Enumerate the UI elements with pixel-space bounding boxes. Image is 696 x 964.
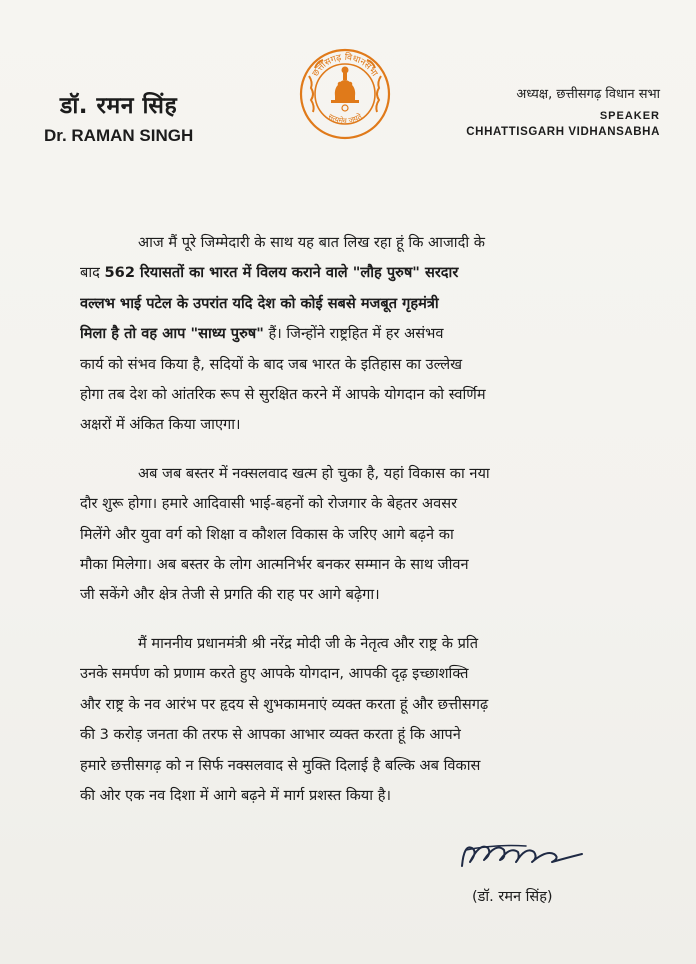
lion-capital-icon <box>331 67 359 104</box>
text-line: हमारे छत्तीसगढ़ को न सिर्फ नक्सलवाद से मुक्ति दिलाई है बल्कि अब विकास <box>80 756 481 774</box>
sender-block <box>44 88 193 146</box>
paragraph-2 <box>80 459 664 611</box>
emblem-top-text: छत्तीसगढ़ विधानसभा <box>310 52 380 79</box>
text-span: हैं। जिन्होंने राष्ट्रहित में हर असंभव <box>263 325 444 343</box>
vidhansabha-emblem <box>297 42 393 146</box>
emblem-bottom-text: सत्यमेव जयते <box>326 111 364 126</box>
text-line <box>80 289 664 319</box>
designation-vidhansabha: CHHATTISGARH VIDHANSABHA <box>466 126 660 138</box>
designation-block <box>466 84 660 138</box>
text-span: बाद <box>80 264 105 282</box>
bold-text-span: 562 रियासतों का भारत में विलय कराने वाले "लौह पुरुष" सरदार <box>104 264 459 282</box>
signatory-name: (डॉ. रमन सिंह) <box>472 889 553 905</box>
bold-text-span: वल्लभ भाई पटेल के उपरांत यदि देश को कोई सबसे मजबूत गृहमंत्री <box>80 294 439 312</box>
handwritten-signature <box>456 836 626 884</box>
bold-text-span: मिला है तो वह आप "साध्य पुरुष" <box>80 325 264 343</box>
text-line: की 3 करोड़ जनता की तरफ से आपका आभार व्यक्त करता हूं कि आपने <box>80 726 461 744</box>
text-line <box>80 319 664 349</box>
text-line: उनके समर्पण को प्रणाम करते हुए आपके योगदान, आपकी दृढ़ इच्छाशक्ति <box>80 665 469 683</box>
text-line: मिलेंगे और युवा वर्ग को शिक्षा व कौशल विकास के जरिए आगे बढ़ने का <box>80 525 454 543</box>
text-line: मैं माननीय प्रधानमंत्री श्री नरेंद्र मोदी जी के नेतृत्व और राष्ट्र के प्रति <box>138 634 479 652</box>
text-line: दौर शुरू होगा। हमारे आदिवासी भाई-बहनों को रोजगार के बेहतर अवसर <box>80 495 458 513</box>
text-line: अक्षरों में अंकित किया जाएगा। <box>80 416 241 434</box>
text-line: होगा तब देश को आंतरिक रूप से सुरक्षित करने में आपके योगदान को स्वर्णिम <box>80 386 486 404</box>
text-line <box>80 258 664 288</box>
text-line: की ओर एक नव दिशा में आगे बढ़ने में मार्ग प्रशस्त किया है। <box>80 786 391 804</box>
text-line: आज मैं पूरे जिम्मेदारी के साथ यह बात लिख रहा हूं कि आजादी के <box>138 234 485 251</box>
chakra-icon <box>342 105 348 111</box>
text-line: अब जब बस्तर में नक्सलवाद खत्म हो चुका है, यहां विकास का नया <box>138 464 490 482</box>
paragraph-3 <box>80 629 664 811</box>
text-line: कार्य को संभव किया है, सदियों के बाद जब भारत के इतिहास का उल्लेख <box>80 355 463 373</box>
sender-name-english: Dr. RAMAN SINGH <box>44 126 194 145</box>
text-line: जी सकेंगे और क्षेत्र तेजी से प्रगति की राह पर आगे बढ़ेगा। <box>80 586 380 604</box>
text-line: और राष्ट्र के नव आरंभ पर हृदय से शुभकामनाएं व्यक्त करता हूं और छत्तीसगढ़ <box>80 695 489 713</box>
sender-name-hindi: डॉ. रमन सिंह <box>60 93 178 119</box>
paragraph-1 <box>80 228 664 441</box>
designation-hindi: अध्यक्ष, छत्तीसगढ़ विधान सभा <box>516 87 660 102</box>
text-line: मौका मिलेगा। अब बस्तर के लोग आत्मनिर्भर बनकर सम्मान के साथ जीवन <box>80 556 469 574</box>
letter-body <box>80 228 664 811</box>
designation-speaker: SPEAKER <box>599 110 660 122</box>
